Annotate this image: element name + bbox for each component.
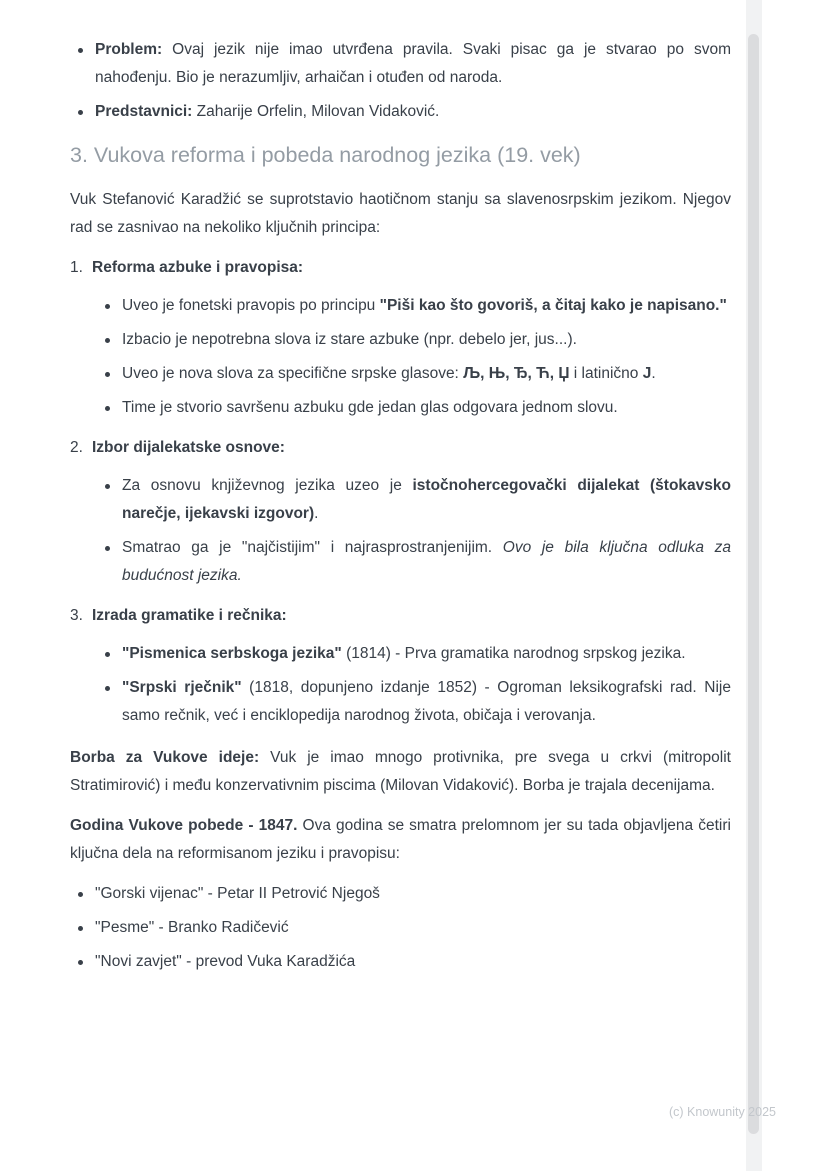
list-item bbox=[92, 326, 731, 354]
list-item bbox=[92, 534, 731, 590]
text-segment: Ovaj jezik nije imao utvrđena pravila. Svaki pisac ga je stvarao po svom nahođenju. Bio je nerazumljiv, arhaičan i otuđen od naroda. bbox=[95, 41, 731, 86]
bullet-list bbox=[70, 880, 731, 976]
text-segment: "Piši kao što govoriš, a čitaj kako je napisano." bbox=[379, 297, 727, 314]
paragraph bbox=[70, 744, 731, 800]
text-segment: "Pismenica serbskoga jezika" bbox=[122, 645, 342, 662]
numbered-list bbox=[70, 254, 731, 730]
list-item bbox=[92, 394, 731, 422]
text-segment: . bbox=[314, 505, 319, 522]
list-item bbox=[70, 98, 731, 126]
text-segment: Reforma azbuke i pravopisa: bbox=[92, 259, 304, 276]
text-segment: "Gorski vijenac" - Petar II Petrović Njegoš bbox=[95, 885, 380, 902]
paragraph bbox=[70, 812, 731, 868]
section-heading: 3. Vukova reforma i pobeda narodnog jezika (19. vek) bbox=[70, 143, 581, 167]
text-segment: istočnohercegovački dijalekat (štokavsko narečje, ijekavski izgovor) bbox=[122, 477, 732, 522]
numbered-item bbox=[70, 602, 731, 730]
list-item bbox=[92, 292, 731, 320]
numbered-item bbox=[70, 434, 731, 590]
text-segment: i latinično bbox=[569, 365, 643, 382]
numbered-item-heading bbox=[92, 434, 731, 462]
list-item bbox=[92, 472, 731, 528]
text-segment: Ova godina se smatra prelomnom jer su tada objavljena četiri ključna dela na reformisanom jeziku i pravopisu: bbox=[70, 817, 731, 862]
text-segment: Zaharije Orfelin, Milovan Vidaković. bbox=[192, 103, 440, 120]
numbered-item-heading bbox=[92, 602, 731, 630]
text-segment: . bbox=[651, 365, 656, 382]
text-segment: J bbox=[642, 365, 652, 382]
list-item bbox=[70, 948, 731, 976]
numbered-item bbox=[70, 254, 731, 422]
text-segment: Time je stvorio savršenu azbuku gde jedan glas odgovara jednom slovu. bbox=[122, 399, 618, 416]
list-item bbox=[92, 674, 731, 730]
text-segment: Predstavnici: bbox=[95, 103, 193, 120]
text-segment: Za osnovu književnog jezika uzeo je bbox=[122, 477, 413, 494]
text-segment: Izrada gramatike i rečnika: bbox=[92, 607, 287, 624]
text-segment: Godina Vukove pobede - 1847. bbox=[70, 817, 298, 834]
paragraph bbox=[70, 186, 731, 242]
bullet-list bbox=[70, 36, 731, 126]
list-item bbox=[70, 914, 731, 942]
text-segment: Borba za Vukove ideje: bbox=[70, 749, 260, 766]
sub-bullet-list bbox=[92, 640, 731, 730]
text-segment: (1814) - Prva gramatika narodnog srpskog jezika. bbox=[341, 645, 686, 662]
numbered-item-heading bbox=[92, 254, 731, 282]
text-segment: "Srpski rječnik" bbox=[122, 679, 242, 696]
text-segment: (1818, dopunjeno izdanje 1852) - Ogroman leksikografski rad. Nije samo rečnik, već i enciklopedija narodnog života, običaja i verovanja. bbox=[122, 679, 731, 724]
text-segment: Izbacio je nepotrebna slova iz stare azbuke (npr. debelo jer, jus...). bbox=[122, 331, 577, 348]
scrollbar-track[interactable] bbox=[746, 0, 762, 1171]
text-segment: "Pesme" - Branko Radičević bbox=[95, 919, 289, 936]
sub-bullet-list bbox=[92, 292, 731, 422]
list-item bbox=[70, 36, 731, 92]
list-item bbox=[92, 640, 731, 668]
text-segment: "Novi zavjet" - prevod Vuka Karadžića bbox=[95, 953, 356, 970]
text-segment: Vuk je imao mnogo protivnika, pre svega u crkvi (mitropolit Stratimirović) i među konzervativnim piscima (Milovan Vidaković). Borba je trajala decenijama. bbox=[70, 749, 731, 794]
text-segment: Uveo je nova slova za specifične srpske glasove: bbox=[122, 365, 464, 382]
watermark: (c) Knowunity 2025 bbox=[668, 1105, 776, 1119]
list-item bbox=[92, 360, 731, 388]
text-segment: Љ, Њ, Ђ, Ћ, Џ bbox=[463, 365, 570, 382]
scrollbar-thumb[interactable] bbox=[748, 34, 759, 1134]
text-segment: Smatrao ga je "najčistijim" i najrasprostranjenijim. bbox=[122, 539, 503, 556]
text-segment: Problem: bbox=[95, 41, 163, 58]
text-segment: Ovo je bila ključna odluka za budućnost jezika. bbox=[122, 539, 731, 584]
text-segment: Uveo je fonetski pravopis po principu bbox=[122, 297, 380, 314]
text-segment: Izbor dijalekatske osnove: bbox=[92, 439, 285, 456]
text-segment: Vuk Stefanović Karadžić se suprotstavio haotičnom stanju sa slavenosrpskim jezikom. Njegov rad se zasnivao na nekoliko ključnih principa: bbox=[70, 191, 731, 236]
list-item bbox=[70, 880, 731, 908]
sub-bullet-list bbox=[92, 472, 731, 590]
